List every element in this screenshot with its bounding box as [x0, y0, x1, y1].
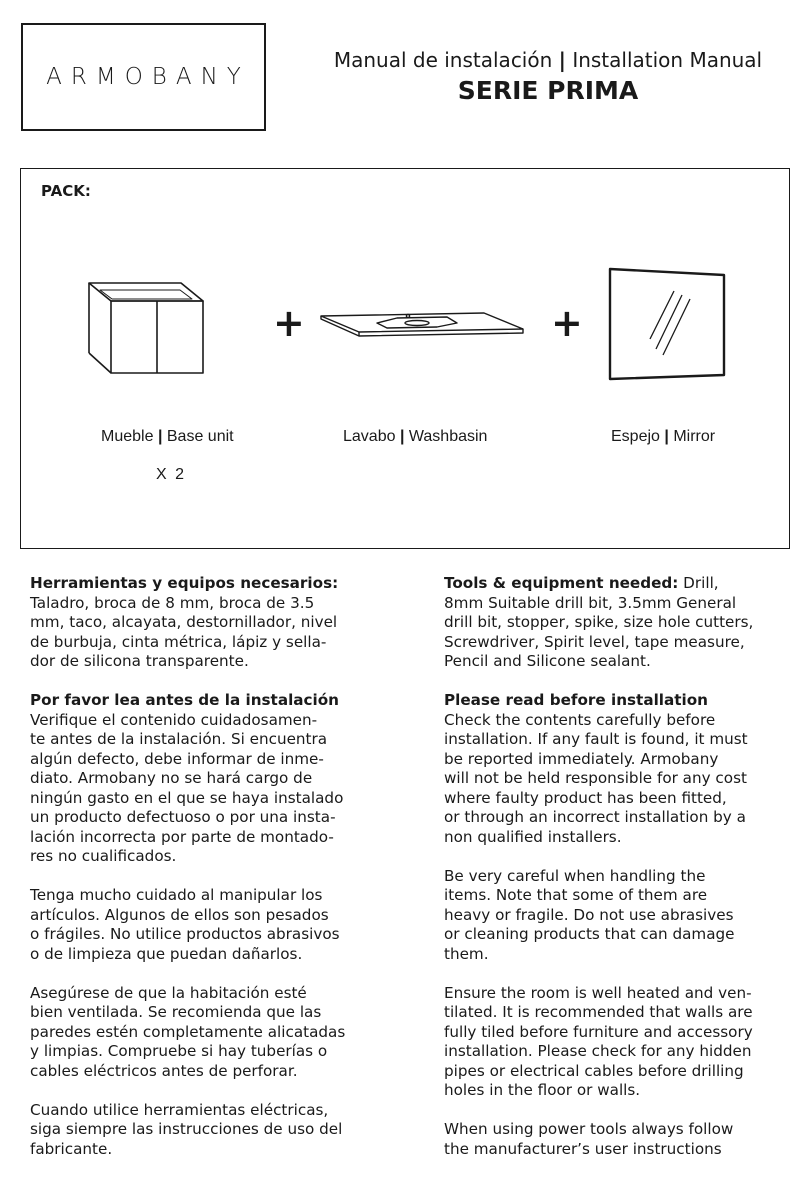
read-section-es	[30, 691, 375, 867]
text-line: un producto defectuoso o por una insta-	[30, 808, 336, 826]
spanish-instructions	[30, 574, 375, 1179]
care-section-es	[30, 886, 375, 964]
text-line: Asegúrese de que la habitación esté	[30, 983, 307, 1002]
text-line: non qualified installers.	[444, 827, 622, 846]
text-line: Be very careful when handling the	[444, 866, 706, 885]
label-separator: |	[399, 428, 405, 445]
text-line: or through an incorrect installation by a	[444, 808, 746, 826]
text-line: diato. Armobany no se hará cargo de	[30, 769, 313, 787]
manual-title-en: Installation Manual	[572, 48, 763, 72]
tools-heading-es: Herramientas y equipos necesarios:	[30, 574, 339, 592]
text-line: be reported immediately. Armobany	[444, 749, 719, 768]
text-line: ningún gasto en el que se haya instalado	[30, 788, 344, 807]
text-line: lación incorrecta por parte de montado-	[30, 827, 334, 846]
text-line: dor de silicona transparente.	[30, 652, 249, 670]
text-line: o frágiles. No utilice productos abrasivos	[30, 925, 340, 943]
tools-heading-en: Tools & equipment needed:	[444, 574, 679, 592]
text-line: will not be held responsible for any cost	[444, 769, 747, 787]
brand-logo-box	[21, 23, 266, 131]
text-line: fabricante.	[30, 1139, 113, 1158]
tools-section-en	[444, 574, 789, 672]
base-unit-quantity: X 2	[156, 466, 187, 483]
text-line: de burbuja, cinta métrica, lápiz y sella-	[30, 632, 327, 651]
text-line: installation. Please check for any hidden	[444, 1042, 752, 1060]
power-tools-section-es	[30, 1101, 375, 1160]
text-line: Pencil and Silicone sealant.	[444, 652, 651, 670]
base-unit-label-en: Base unit	[166, 428, 234, 445]
text-line: heavy or fragile. Do not use abrasives	[444, 905, 734, 924]
base-unit-label	[101, 428, 234, 446]
pack-label: PACK:	[41, 182, 91, 200]
mirror-illustration	[608, 267, 726, 382]
text-line: installation. If any fault is found, it must	[444, 730, 748, 748]
room-section-en	[444, 984, 789, 1101]
manual-title	[300, 48, 796, 72]
text-line: Ensure the room is well heated and ven-	[444, 983, 752, 1002]
read-heading-en: Please read before installation	[444, 691, 708, 709]
text-line: tilated. It is recommended that walls are	[444, 1003, 753, 1021]
text-line: o de limpieza que puedan dañarlos.	[30, 944, 303, 963]
plus-icon: +	[273, 301, 305, 345]
base-unit-illustration	[86, 281, 211, 376]
text-line: mm, taco, alcayata, destornillador, nivel	[30, 613, 338, 631]
mirror-label-en: Mirror	[673, 428, 716, 445]
text-line: bien ventilada. Se recomienda que las	[30, 1003, 322, 1021]
text-line: the manufacturer’s user instructions	[444, 1139, 722, 1158]
text-line: Drill,	[678, 574, 719, 592]
text-line: them.	[444, 944, 489, 963]
mirror-label-es: Espejo	[611, 428, 660, 445]
text-line: cables eléctricos antes de perforar.	[30, 1061, 298, 1080]
text-line: Tenga mucho cuidado al manipular los	[30, 886, 323, 904]
text-line: or cleaning products that can damage	[444, 925, 735, 943]
text-line: res no cualificados.	[30, 847, 177, 865]
text-line: paredes estén completamente alicatadas	[30, 1022, 346, 1041]
text-line: Taladro, broca de 8 mm, broca de 3.5	[30, 593, 315, 612]
manual-title-es: Manual de instalación	[333, 48, 553, 72]
text-line: y limpias. Compruebe si hay tuberías o	[30, 1042, 328, 1060]
text-line: items. Note that some of them are	[444, 886, 708, 904]
read-heading-es: Por favor lea antes de la instalación	[30, 691, 339, 709]
english-instructions	[444, 574, 789, 1179]
washbasin-label-es: Lavabo	[343, 428, 396, 445]
label-separator: |	[157, 428, 163, 445]
care-section-en	[444, 867, 789, 965]
text-line: algún defecto, debe informar de inme-	[30, 749, 324, 768]
washbasin-illustration	[319, 309, 525, 339]
text-line: siga siempre las instrucciones de uso del	[30, 1120, 343, 1138]
title-separator: |	[558, 48, 566, 72]
text-line: Screwdriver, Spirit level, tape measure,	[444, 632, 745, 651]
text-line: 8mm Suitable drill bit, 3.5mm General	[444, 593, 737, 612]
brand-logo: ARMOBANY	[46, 64, 250, 90]
room-section-es	[30, 984, 375, 1082]
label-separator: |	[664, 428, 669, 445]
washbasin-label	[343, 428, 487, 446]
base-unit-label-es: Mueble	[101, 428, 154, 445]
text-line: Verifique el contenido cuidadosamen-	[30, 710, 318, 729]
power-tools-section-en	[444, 1120, 789, 1159]
text-line: holes in the floor or walls.	[444, 1081, 641, 1099]
mirror-label	[611, 428, 715, 446]
washbasin-label-en: Washbasin	[408, 428, 488, 445]
text-line: pipes or electrical cables before drilling	[444, 1061, 744, 1080]
text-line: Cuando utilice herramientas eléctricas,	[30, 1100, 329, 1119]
tools-section-es	[30, 574, 375, 672]
text-line: Check the contents carefully before	[444, 710, 716, 729]
text-line: artículos. Algunos de ellos son pesados	[30, 905, 329, 924]
pack-contents-box	[20, 168, 790, 549]
text-line: When using power tools always follow	[444, 1120, 734, 1138]
text-line: where faulty product has been fitted,	[444, 788, 727, 807]
plus-icon: +	[551, 301, 583, 345]
read-section-en	[444, 691, 789, 847]
series-title: SERIE PRIMA	[457, 76, 639, 105]
text-line: drill bit, stopper, spike, size hole cutters,	[444, 613, 754, 631]
text-line: te antes de la instalación. Si encuentra	[30, 730, 328, 748]
text-line: fully tiled before furniture and accessory	[444, 1022, 753, 1041]
